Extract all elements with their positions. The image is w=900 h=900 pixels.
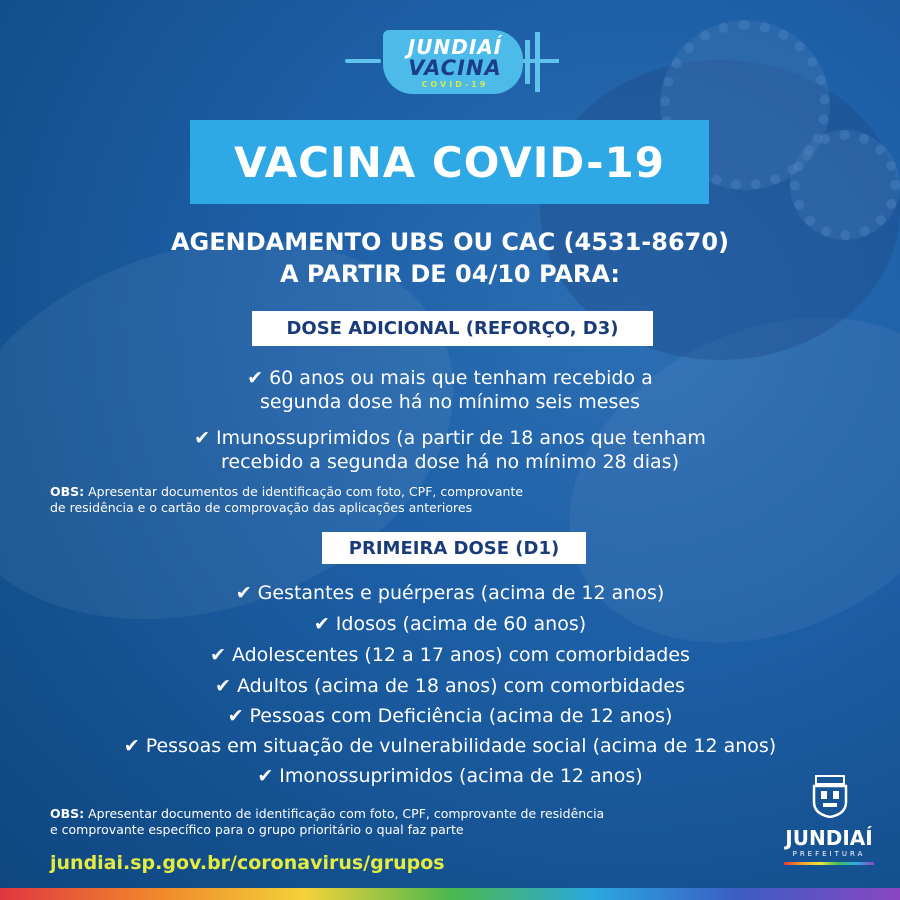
list-item [0,764,900,788]
list-item [0,426,900,474]
list-item [0,612,900,636]
website-link[interactable]: jundiai.sp.gov.br/coronavirus/grupos [50,852,445,874]
page-title: VACINA COVID-19 [234,137,665,187]
obs-label: OBS: [50,806,85,821]
obs-text: e comprovante específico para o grupo prioritário o qual faz parte [50,822,464,837]
syringe-plunger-rod [523,59,559,63]
item-text: Pessoas com Deficiência (acima de 12 anos) [249,705,673,727]
check-icon: ✔ [210,644,226,666]
check-icon: ✔ [227,705,244,727]
check-icon: ✔ [215,675,231,697]
item-text: Gestantes e puérperas (acima de 12 anos) [257,582,665,604]
item-text: recebido a segunda dose há no mínimo 28 dias) [221,451,679,473]
list-item [0,643,900,667]
obs-note-1 [50,484,523,516]
check-icon: ✔ [313,613,330,635]
prefeitura-logo [778,774,880,866]
logo-line1: JUNDIAÍ [407,35,503,59]
city-sub: PREFEITURA [792,850,866,858]
syringe-needle-left [345,59,381,63]
jundiai-vacina-logo [345,22,560,100]
city-name: JUNDIAÍ [785,826,873,850]
check-icon: ✔ [235,582,252,604]
list-item [0,581,900,605]
virus-icon [790,130,900,240]
rainbow-footer-bar [0,888,900,900]
obs-text: de residência e o cartão de comprovação das aplicações anteriores [50,500,473,515]
logo-line2: VACINA [408,56,502,80]
obs-label: OBS: [50,484,85,499]
heading-line2: A PARTIR DE 04/10 PARA: [279,260,621,288]
item-text: segunda dose há no mínimo seis meses [259,391,640,413]
list-item [0,674,900,698]
item-text: Pessoas em situação de vulnerabilidade social (acima de 12 anos) [145,735,777,757]
check-icon: ✔ [257,765,274,787]
item-text: Imunossuprimidos (a partir de 18 anos que tenham [216,427,706,449]
item-text: 60 anos ou mais que tenham recebido a [269,367,653,389]
check-icon: ✔ [247,367,264,389]
list-item [0,366,900,414]
heading-line1: AGENDAMENTO UBS OU CAC (4531-8670) [170,228,730,256]
obs-text: Apresentar documento de identificação com foto, CPF, comprovante de residência [84,806,605,821]
section-label-dose-adicional: DOSE ADICIONAL (REFORÇO, D3) [252,311,653,346]
title-banner [190,120,709,204]
obs-text: Apresentar documentos de identificação com foto, CPF, comprovante [84,484,524,499]
item-text: Adolescentes (12 a 17 anos) com comorbidades [231,644,690,666]
list-item [0,704,900,728]
obs-note-2 [50,806,604,838]
item-text: Idosos (acima de 60 anos) [335,613,587,635]
check-icon: ✔ [194,427,211,449]
list-item [0,734,900,758]
crest-icon [808,774,852,818]
section-label-primeira-dose: PRIMEIRA DOSE (D1) [322,532,586,564]
check-icon: ✔ [123,735,140,757]
item-text: Imonossuprimidos (acima de 12 anos) [279,765,643,787]
rainbow-underline [784,862,874,865]
item-text: Adultos (acima de 18 anos) com comorbidades [236,675,685,697]
logo-line3: COVID-19 [421,80,489,89]
